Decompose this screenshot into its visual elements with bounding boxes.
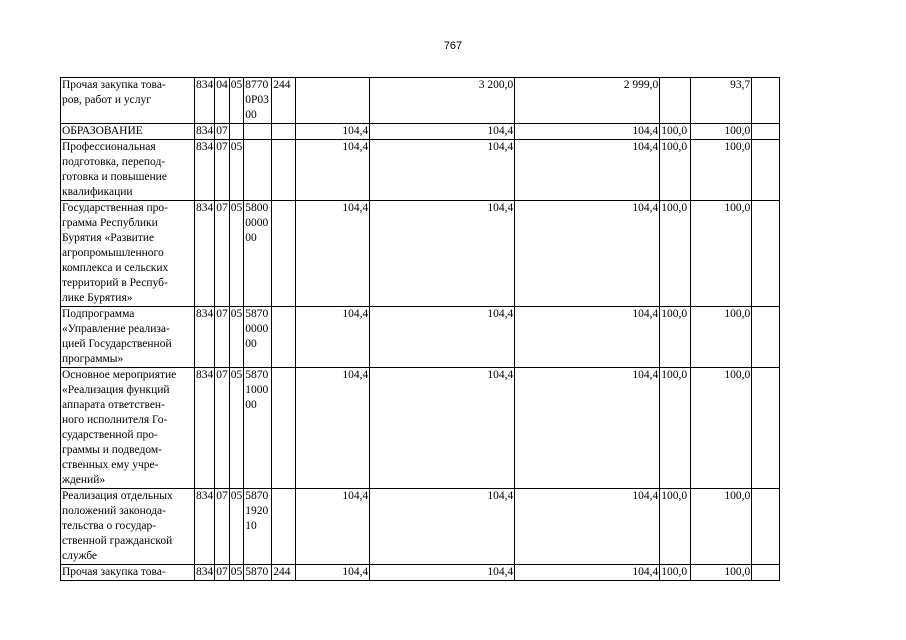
row-sum-plan-cell: 104,4	[296, 307, 370, 368]
row-gr-cell: 834	[195, 140, 215, 201]
row-sum-plan-cell: 104,4	[296, 201, 370, 307]
row-sum-refined-cell: 104,4	[370, 565, 515, 581]
row-percent-refined-cell: 100,0	[691, 489, 752, 565]
row-sum-refined-cell: 104,4	[370, 489, 515, 565]
budget-table	[60, 77, 780, 581]
row-rz-cell: 04	[215, 78, 230, 124]
row-csr-cell	[244, 140, 272, 201]
row-gr-cell: 834	[195, 489, 215, 565]
row-vr-cell	[272, 489, 296, 565]
row-sum-executed-cell: 104,4	[515, 124, 660, 140]
row-empty-cell	[752, 78, 780, 124]
row-sum-executed-cell: 104,4	[515, 565, 660, 581]
table-row	[61, 307, 780, 368]
row-percent-plan-cell: 100,0	[660, 565, 691, 581]
table-row	[61, 140, 780, 201]
page-number: 767	[443, 40, 463, 52]
table-row	[61, 565, 780, 581]
row-vr-cell	[272, 140, 296, 201]
row-name-cell: Прочая закупка това- ров, работ и услуг	[61, 78, 195, 124]
row-percent-plan-cell: 100,0	[660, 124, 691, 140]
row-sum-plan-cell: 104,4	[296, 368, 370, 489]
row-csr-cell	[244, 124, 272, 140]
row-vr-cell	[272, 201, 296, 307]
row-gr-cell: 834	[195, 201, 215, 307]
row-name-cell: Реализация отдельных положений законода- тельства о государ- ственной гражданской службе	[61, 489, 195, 565]
row-empty-cell	[752, 368, 780, 489]
row-gr-cell: 834	[195, 78, 215, 124]
row-csr-cell: 5870	[244, 565, 272, 581]
row-pr-cell: 05	[229, 201, 244, 307]
row-percent-plan-cell: 100,0	[660, 368, 691, 489]
row-pr-cell	[229, 124, 244, 140]
row-sum-refined-cell: 104,4	[370, 140, 515, 201]
table-row	[61, 78, 780, 124]
row-sum-executed-cell: 104,4	[515, 140, 660, 201]
row-sum-plan-cell: 104,4	[296, 124, 370, 140]
row-pr-cell: 05	[229, 565, 244, 581]
row-csr-cell: 5870 1000 00	[244, 368, 272, 489]
row-sum-executed-cell: 104,4	[515, 307, 660, 368]
row-csr-cell: 5800 0000 00	[244, 201, 272, 307]
row-gr-cell: 834	[195, 124, 215, 140]
row-empty-cell	[752, 565, 780, 581]
row-empty-cell	[752, 124, 780, 140]
row-empty-cell	[752, 307, 780, 368]
row-vr-cell	[272, 307, 296, 368]
row-name-cell: Подпрограмма «Управление реализа- цией Государственной программы»	[61, 307, 195, 368]
row-csr-cell: 5870 0000 00	[244, 307, 272, 368]
row-percent-plan-cell	[660, 78, 691, 124]
row-pr-cell: 05	[229, 489, 244, 565]
row-rz-cell: 07	[215, 368, 230, 489]
row-pr-cell: 05	[229, 307, 244, 368]
row-sum-executed-cell: 2 999,0	[515, 78, 660, 124]
row-sum-plan-cell: 104,4	[296, 489, 370, 565]
row-sum-plan-cell	[296, 78, 370, 124]
row-sum-executed-cell: 104,4	[515, 368, 660, 489]
row-pr-cell: 05	[229, 78, 244, 124]
row-sum-plan-cell: 104,4	[296, 140, 370, 201]
row-percent-plan-cell: 100,0	[660, 140, 691, 201]
row-percent-plan-cell: 100,0	[660, 201, 691, 307]
row-percent-refined-cell: 93,7	[691, 78, 752, 124]
table-row	[61, 489, 780, 565]
row-name-cell: Основное мероприятие «Реализация функций аппарата ответствен- ного исполнителя Го- сударственной про- граммы и подведом- ственных ему учре- ждений»	[61, 368, 195, 489]
table-row	[61, 124, 780, 140]
row-sum-executed-cell: 104,4	[515, 489, 660, 565]
row-csr-cell: 5870 1920 10	[244, 489, 272, 565]
table-row	[61, 368, 780, 489]
row-percent-refined-cell: 100,0	[691, 307, 752, 368]
row-rz-cell: 07	[215, 307, 230, 368]
row-percent-plan-cell: 100,0	[660, 489, 691, 565]
row-percent-refined-cell: 100,0	[691, 201, 752, 307]
row-sum-executed-cell: 104,4	[515, 201, 660, 307]
row-percent-refined-cell: 100,0	[691, 124, 752, 140]
row-sum-refined-cell: 104,4	[370, 124, 515, 140]
row-percent-refined-cell: 100,0	[691, 368, 752, 489]
row-pr-cell: 05	[229, 368, 244, 489]
row-rz-cell: 07	[215, 489, 230, 565]
row-percent-refined-cell: 100,0	[691, 565, 752, 581]
row-name-cell: Профессиональная подготовка, перепод- готовка и повышение квалификации	[61, 140, 195, 201]
row-rz-cell: 07	[215, 201, 230, 307]
row-name-cell: Государственная про- грамма Республики Бурятия «Развитие агропромышленного комплекса и сельских территорий в Респуб- лике Бурятия»	[61, 201, 195, 307]
row-empty-cell	[752, 201, 780, 307]
row-vr-cell: 244	[272, 565, 296, 581]
row-csr-cell: 8770 0P03 00	[244, 78, 272, 124]
row-gr-cell: 834	[195, 368, 215, 489]
row-name-cell: Прочая закупка това-	[61, 565, 195, 581]
row-empty-cell	[752, 140, 780, 201]
row-vr-cell: 244	[272, 78, 296, 124]
row-rz-cell: 07	[215, 124, 230, 140]
row-percent-refined-cell: 100,0	[691, 140, 752, 201]
row-vr-cell	[272, 368, 296, 489]
row-gr-cell: 834	[195, 307, 215, 368]
row-empty-cell	[752, 489, 780, 565]
table-row	[61, 201, 780, 307]
row-vr-cell	[272, 124, 296, 140]
row-gr-cell: 834	[195, 565, 215, 581]
row-rz-cell: 07	[215, 140, 230, 201]
row-name-cell: ОБРАЗОВАНИЕ	[61, 124, 195, 140]
row-sum-refined-cell: 104,4	[370, 307, 515, 368]
row-pr-cell: 05	[229, 140, 244, 201]
row-rz-cell: 07	[215, 565, 230, 581]
row-sum-refined-cell: 104,4	[370, 201, 515, 307]
row-percent-plan-cell: 100,0	[660, 307, 691, 368]
row-sum-refined-cell: 3 200,0	[370, 78, 515, 124]
row-sum-refined-cell: 104,4	[370, 368, 515, 489]
row-sum-plan-cell: 104,4	[296, 565, 370, 581]
